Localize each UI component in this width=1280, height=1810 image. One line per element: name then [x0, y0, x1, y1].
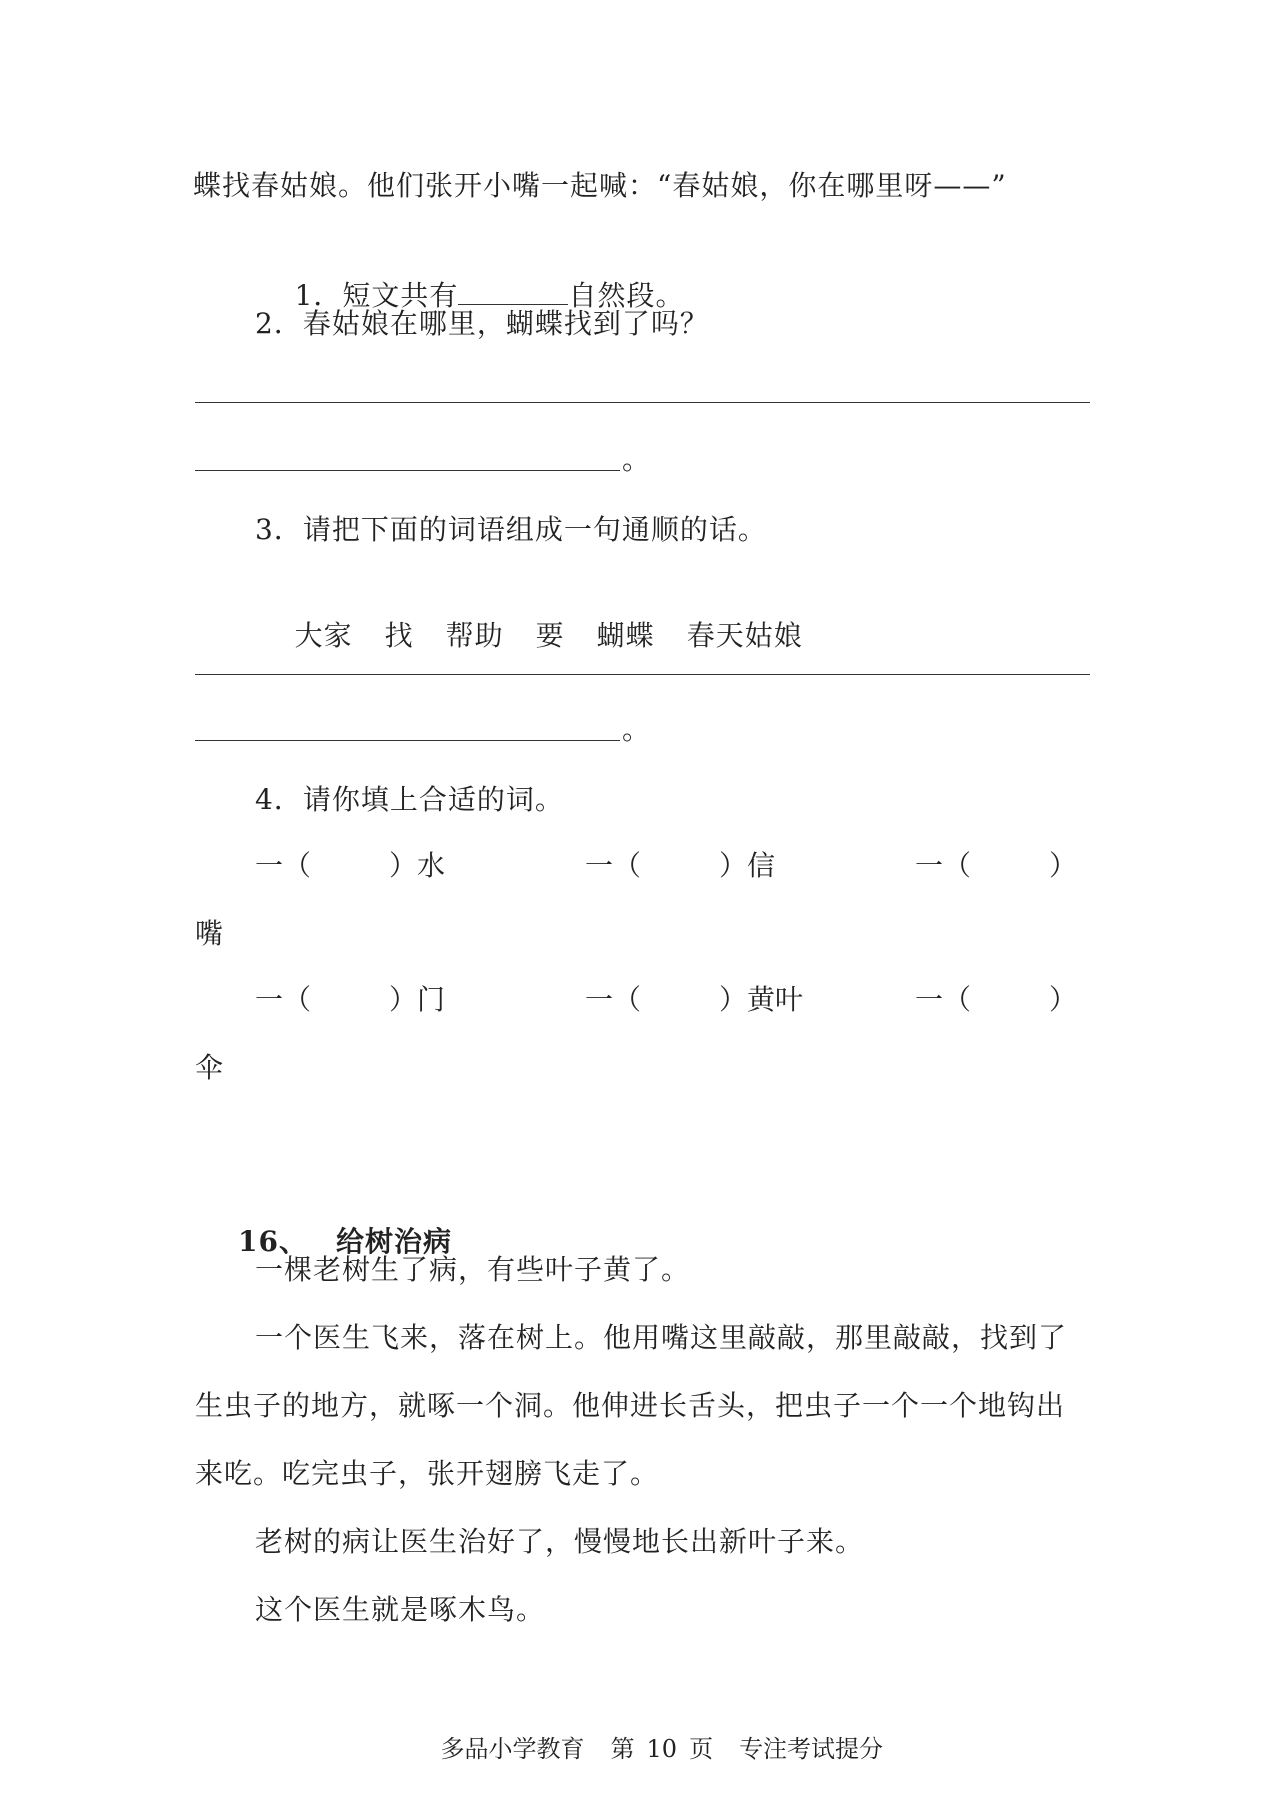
body-line: 这个医生就是啄木鸟。: [255, 1593, 546, 1626]
fill-item-close: ）黄叶: [719, 983, 804, 1016]
footer-left: 多品小学教育: [440, 1735, 585, 1763]
body-line: 老树的病让医生治好了，慢慢地长出新叶子来。: [255, 1525, 865, 1558]
fill-item-close: ）: [1049, 849, 1078, 882]
answer-line[interactable]: [195, 674, 1090, 675]
question-1-blank[interactable]: [458, 278, 568, 305]
answer-line[interactable]: [195, 740, 620, 741]
fill-item[interactable]: [915, 846, 1077, 886]
fill-item-wrap: 伞: [195, 1051, 225, 1084]
fill-item-open: 一（: [915, 849, 972, 882]
word-item: 春天姑娘: [686, 619, 803, 652]
question-4: 4．请你填上合适的词。: [255, 783, 564, 816]
fill-item-close: ）门: [389, 983, 446, 1016]
question-1-prefix: 1．短文共有: [294, 279, 459, 312]
section-number: 16、: [238, 1225, 308, 1258]
footer-page-post: 页: [689, 1735, 714, 1763]
passage-end-line: 蝶找春姑娘。他们张开小嘴一起喊：“春姑娘，你在哪里呀——”: [193, 169, 1007, 202]
answer-end-mark: 。: [622, 443, 652, 476]
body-line: 来吃。吃完虫子，张开翅膀飞走了。: [195, 1457, 660, 1490]
fill-item-close: ）: [1049, 983, 1078, 1016]
fill-item-close: ）信: [719, 849, 776, 882]
question-1-suffix: 自然段。: [568, 279, 685, 312]
fill-item[interactable]: [255, 980, 445, 1020]
fill-item[interactable]: [585, 846, 775, 886]
fill-item[interactable]: [255, 846, 445, 886]
word-item: 大家: [294, 619, 353, 652]
fill-item-close: ）水: [389, 849, 446, 882]
fill-item-open: 一（: [915, 983, 972, 1016]
answer-line[interactable]: [195, 470, 620, 471]
answer-line[interactable]: [195, 402, 1090, 403]
question-3: 3．请把下面的词语组成一句通顺的话。: [255, 513, 767, 546]
footer-right: 专注考试提分: [739, 1735, 884, 1763]
fill-item-open: 一（: [585, 983, 642, 1016]
word-item: 要: [535, 619, 565, 652]
word-item: 帮助: [445, 619, 504, 652]
fill-item-wrap: 嘴: [195, 917, 225, 950]
word-bank: [255, 576, 803, 696]
body-line: 一个医生飞来，落在树上。他用嘴这里敲敲，那里敲敲，找到了: [255, 1321, 1068, 1354]
footer-page-number: 10: [646, 1735, 678, 1763]
fill-item[interactable]: [585, 980, 803, 1020]
word-item: 蝴蝶: [596, 619, 655, 652]
fill-item-open: 一（: [255, 849, 312, 882]
fill-item-open: 一（: [255, 983, 312, 1016]
question-2: 2．春姑娘在哪里，蝴蝶找到了吗？: [255, 307, 709, 340]
footer-page-pre: 第: [610, 1735, 635, 1763]
fill-item[interactable]: [915, 980, 1077, 1020]
body-line: 生虫子的地方，就啄一个洞。他伸进长舌头，把虫子一个一个地钩出: [195, 1389, 1066, 1422]
page-footer: [410, 1698, 883, 1800]
fill-item-open: 一（: [585, 849, 642, 882]
section-title: 给树治病: [335, 1225, 452, 1258]
body-line: 一棵老树生了病，有些叶子黄了。: [255, 1253, 691, 1286]
word-item: 找: [384, 619, 414, 652]
answer-end-mark: 。: [622, 713, 652, 746]
